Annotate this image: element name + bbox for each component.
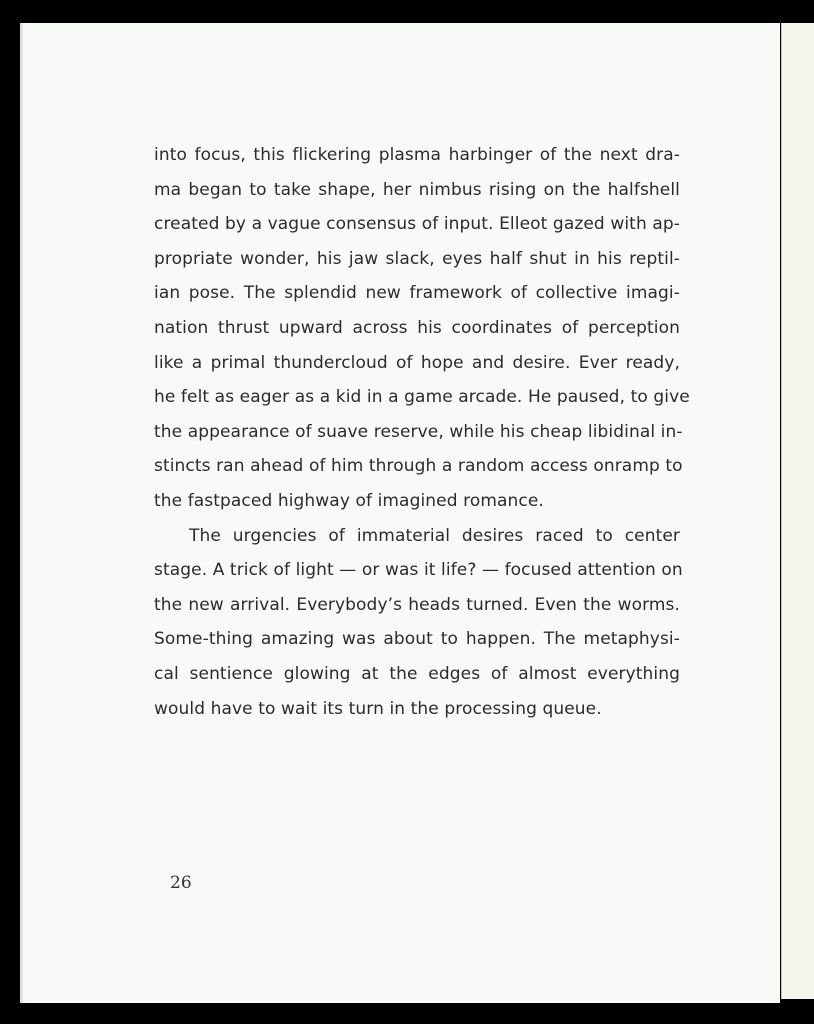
body-text bbox=[154, 138, 690, 726]
text-line: The urgencies of immaterial desires raced to center bbox=[189, 525, 680, 546]
paragraph-2 bbox=[154, 519, 683, 727]
adjacent-page-edge bbox=[781, 23, 814, 999]
text-line: the new arrival. Everybody’s heads turned. Even the worms. bbox=[154, 594, 680, 615]
paragraph-1 bbox=[154, 138, 690, 519]
text-line: ian pose. The splendid new framework of collective imagi- bbox=[154, 283, 680, 304]
text-line: he felt as eager as a kid in a game arcade. He paused, to give bbox=[154, 387, 690, 408]
text-line: the appearance of suave reserve, while his cheap libidinal in- bbox=[154, 421, 683, 442]
text-line: into focus, this flickering plasma harbinger of the next dra- bbox=[154, 145, 680, 165]
text-line: like a primal thundercloud of hope and desire. Ever ready, bbox=[154, 352, 680, 373]
text-line: created by a vague consensus of input. Elleot gazed with ap- bbox=[154, 214, 680, 235]
text-line: cal sentience glowing at the edges of almost everything bbox=[154, 663, 680, 684]
text-line: ma began to take shape, her nimbus rising on the halfshell bbox=[154, 179, 680, 200]
book-page bbox=[20, 23, 780, 1003]
text-line: nation thrust upward across his coordinates of perception bbox=[154, 317, 680, 338]
text-line: stincts ran ahead of him through a random access onramp to bbox=[154, 456, 683, 477]
text-line: the fastpaced highway of imagined romance. bbox=[154, 490, 544, 511]
page-number: 26 bbox=[170, 873, 192, 893]
text-line: propriate wonder, his jaw slack, eyes half shut in his reptil- bbox=[154, 248, 680, 269]
text-line: Some-thing amazing was about to happen. The metaphysi- bbox=[154, 629, 680, 650]
text-line: stage. A trick of light — or was it life? — focused attention on bbox=[154, 560, 683, 581]
text-line: would have to wait its turn in the processing queue. bbox=[154, 698, 602, 719]
